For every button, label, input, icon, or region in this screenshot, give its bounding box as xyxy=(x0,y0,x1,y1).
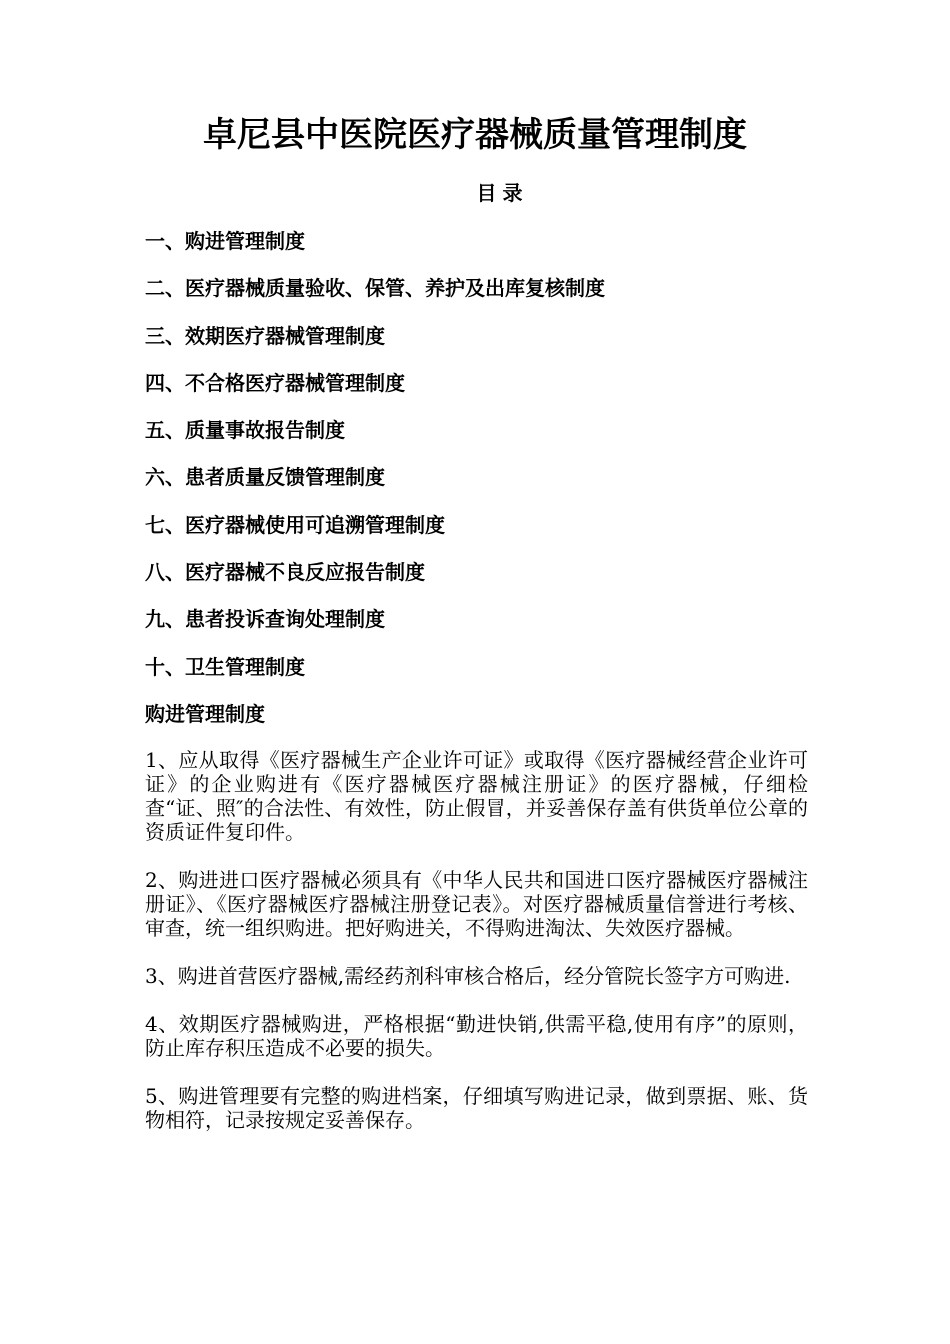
toc-heading: 目录 xyxy=(476,181,529,205)
document-title: 卓尼县中医院医疗器械质量管理制度 xyxy=(203,115,747,155)
toc-item: 十、卫生管理制度 xyxy=(145,654,305,679)
toc-item: 九、患者投诉查询处理制度 xyxy=(145,607,385,632)
toc-item: 二、医疗器械质量验收、保管、养护及出库复核制度 xyxy=(145,276,605,301)
section-body xyxy=(145,748,808,1156)
section-heading: 购进管理制度 xyxy=(145,702,265,726)
paragraph: 3、购进首营医疗器械,需经药剂科审核合格后，经分管院长签字方可购进. xyxy=(145,964,791,988)
paragraph: 2、购进进口医疗器械必须具有《中华人民共和国进口医疗器械医疗器械注册证》、《医疗器械医疗器械注册登记表》。对医疗器械质量信誉进行考核、审查，统一组织购进。把好购进关，不得购进淘汰、失效医疗器械。 xyxy=(145,868,808,940)
toc-item: 八、医疗器械不良反应报告制度 xyxy=(145,560,425,585)
toc-item: 三、效期医疗器械管理制度 xyxy=(145,323,385,348)
toc-item: 一、购进管理制度 xyxy=(145,229,305,253)
toc-item: 四、不合格医疗器械管理制度 xyxy=(145,370,405,395)
paragraph: 5、购进管理要有完整的购进档案，仔细填写购进记录，做到票据、账、货物相符，记录按规定妥善保存。 xyxy=(145,1084,808,1132)
paragraph: 1、应从取得《医疗器械生产企业许可证》或取得《医疗器械经营企业许可证》的企业购进有《医疗器械医疗器械注册证》的医疗器械，仔细检查“证、照″的合法性、有效性，防止假冒，并妥善保存盖有供货单位公章的资质证件复印件。 xyxy=(145,748,808,844)
toc-item: 五、质量事故报告制度 xyxy=(145,418,345,443)
toc-item: 六、患者质量反馈管理制度 xyxy=(145,465,385,490)
paragraph: 4、效期医疗器械购进，严格根据“勤进快销,供需平稳,使用有序”的原则，防止库存积压造成不必要的损失。 xyxy=(145,1012,808,1060)
table-of-contents xyxy=(145,227,845,700)
toc-item: 七、医疗器械使用可追溯管理制度 xyxy=(145,512,445,537)
